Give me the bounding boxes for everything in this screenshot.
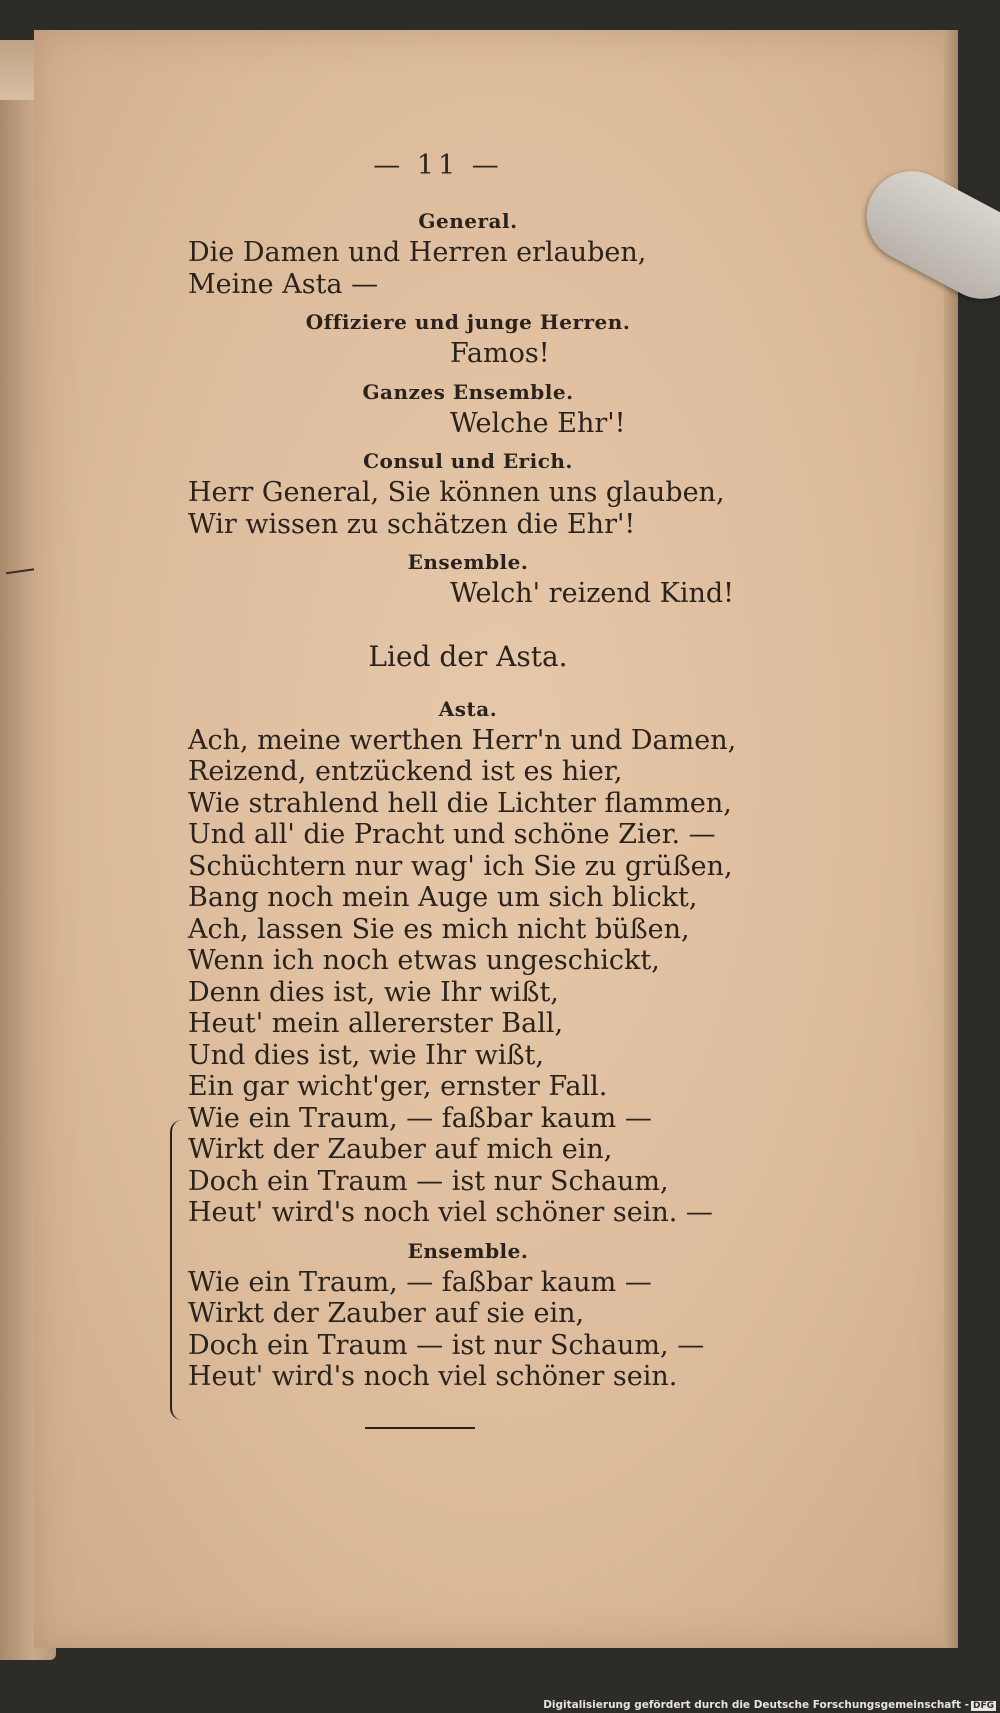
verse-line: Meine Asta — (188, 268, 379, 300)
indented-line: Welche Ehr'! (450, 407, 626, 439)
verse-line: Heut' wird's noch viel schöner sein. (188, 1361, 678, 1392)
verse-line: Ein gar wicht'ger, ernster Fall. (188, 1071, 608, 1102)
verse-line: Denn dies ist, wie Ihr wißt, (188, 976, 559, 1008)
verse-line: Wenn ich noch etwas ungeschickt, (188, 945, 660, 976)
verse-line: Wie ein Traum, — faßbar kaum — (188, 1266, 652, 1298)
verse-line: Wir wissen zu schätzen die Ehr'! (188, 508, 636, 540)
verse-line: Wirkt der Zauber auf sie ein, (188, 1298, 585, 1329)
verse-line: Wie ein Traum, — faßbar kaum — (188, 1102, 652, 1134)
song-title: Lied der Asta. (368, 639, 568, 673)
indented-line: Welch' reizend Kind! (450, 578, 734, 609)
verse-line: Ach, meine werthen Herr'n und Damen, (188, 724, 737, 756)
verse-line: Wirkt der Zauber auf mich ein, (188, 1134, 613, 1165)
verse-line: Herr General, Sie können uns glauben, (188, 477, 725, 508)
verse-line: Schüchtern nur wag' ich Sie zu grüßen, (188, 850, 733, 882)
page-number: — 11 — (373, 150, 503, 181)
end-rule (365, 1427, 475, 1429)
verse-line: Doch ein Traum — ist nur Schaum, (188, 1165, 669, 1197)
dfg-logo: DFG (972, 1701, 994, 1711)
verse-line: Ach, lassen Sie es mich nicht büßen, (188, 913, 690, 945)
verse-line: Die Damen und Herren erlauben, (188, 237, 647, 268)
verse-line: Heut' mein allererster Ball, (188, 1008, 564, 1039)
verse-line: Doch ein Traum — ist nur Schaum, — (188, 1329, 705, 1361)
page-text (188, 150, 748, 1429)
speaker-label: Ganzes Ensemble. (362, 379, 574, 404)
verse-line: Heut' wird's noch viel schöner sein. — (188, 1197, 713, 1228)
verse-line: Und dies ist, wie Ihr wißt, (188, 1039, 544, 1071)
speaker-label: Ensemble. (407, 550, 529, 574)
speaker-label: Offiziere und junge Herren. (305, 310, 631, 334)
indented-line: Famos! (450, 338, 550, 369)
speaker-label: Consul und Erich. (363, 449, 573, 473)
verse-line: Wie strahlend hell die Lichter flammen, (188, 787, 732, 819)
footer-text: Digitalisierung gefördert durch die Deutsche Forschungsgemeinschaft - (543, 1699, 969, 1711)
speaker-label: Ensemble. (407, 1238, 529, 1263)
digitization-footer (543, 1699, 996, 1711)
verse-line: Reizend, entzückend ist es hier, (188, 756, 623, 787)
verse-blocks (188, 209, 748, 1393)
verse-line: Bang noch mein Auge um sich blickt, (188, 882, 698, 913)
speaker-label: General. (418, 209, 518, 233)
speaker-label: Asta. (438, 696, 498, 721)
verse-line: Und all' die Pracht und schöne Zier. — (188, 819, 716, 850)
verse-bracket (170, 1120, 184, 1420)
